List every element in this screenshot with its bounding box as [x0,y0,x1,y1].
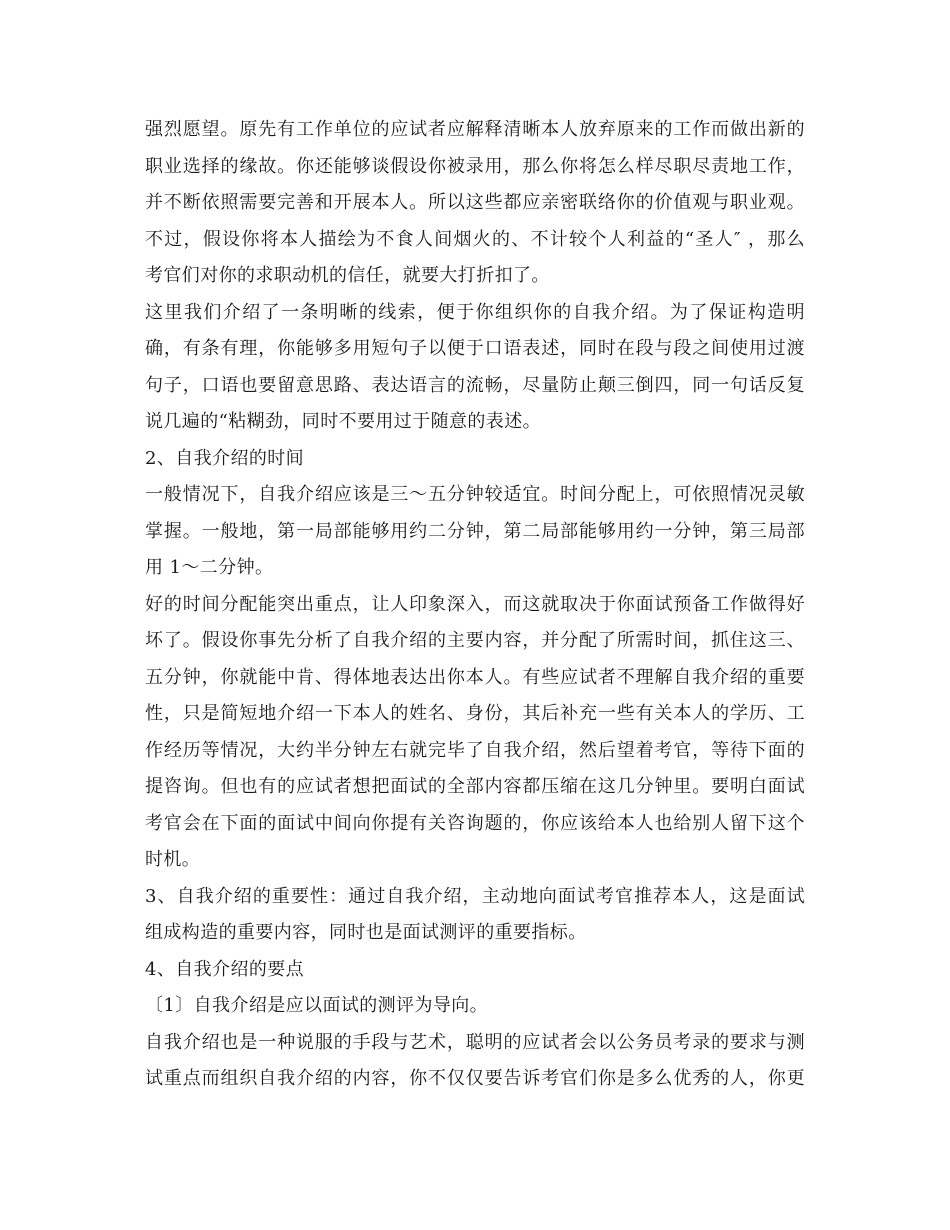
text-line: 用 1～二分钟。 [145,557,274,578]
text-line: 试重点而组织自我介绍的内容，你不仅仅要告诉考官们你是多么优秀的人，你更 [145,1068,805,1089]
text-line: 这里我们介绍了一条明晰的线索，便于你组织你的自我介绍。为了保证构造明 [145,301,805,323]
text-line: 不过，假设你将本人描绘为不食人间烟火的、不计较个人利益的“圣人″ ，那么 [145,228,805,250]
text-line: 好的时间分配能突出重点，让人印象深入，而这就取决于你面试预备工作做得好 [145,593,805,615]
text-line: 并不断依照需要完善和开展本人。所以这些都应亲密联络你的价值观与职业观。 [145,192,805,213]
text-line: 掌握。一般地，第一局部能够用约二分钟，第二局部能够用约一分钟，第三局部 [145,520,805,542]
text-line: 性，只是简短地介绍一下本人的姓名、身份，其后补充一些有关本人的学历、工 [145,703,805,724]
text-line: 职业选择的缘故。你还能够谈假设你被录用，那么你将怎么样尽职尽责地工作， [145,155,805,177]
text-line: 组成构造的重要内容，同时也是面试测评的重要指标。 [145,922,587,943]
text-line: 考官会在下面的面试中间向你提有关咨询题的，你应该给本人也给别人留下这个 [145,812,805,834]
text-line: 考官们对你的求职动机的信任，就要大打折扣了。 [145,265,550,286]
text-line: 确，有条有理，你能够多用短句子以便于口语表述，同时在段与段之间使用过渡 [145,338,805,359]
document-body [145,112,805,1098]
text-line: 自我介绍也是一种说服的手段与艺术，聪明的应试者会以公务员考录的要求与测 [145,1031,805,1053]
text-line: 坏了。假设你事先分析了自我介绍的主要内容，并分配了所需时间，抓住这三、 [145,630,805,651]
text-line: 句子，口语也要留意思路、表达语言的流畅，尽量防止颠三倒四，同一句话反复 [145,374,805,396]
text-line: 一般情况下，自我介绍应该是三～五分钟较适宜。时间分配上，可依照情况灵敏 [145,484,805,505]
text-line: 强烈愿望。原先有工作单位的应试者应解释清晰本人放弃原来的工作而做出新的 [145,119,805,140]
text-line: 2、自我介绍的时间 [145,447,305,469]
text-line: 五分钟，你就能中肯、得体地表达出你本人。有些应试者不理解自我介绍的重要 [145,666,805,688]
text-line: 时机。 [145,849,201,870]
text-line: 说几遍的“粘糊劲，同时不要用过于随意的表述。 [145,411,541,432]
text-line: 4、自我介绍的要点 [145,958,305,980]
text-line: 提咨询。但也有的应试者想把面试的全部内容都压缩在这几分钟里。要明白面试 [145,776,805,797]
text-line: 作经历等情况，大约半分钟左右就完毕了自我介绍，然后望着考官，等待下面的 [145,739,805,761]
text-line: 〔1〕自我介绍是应以面试的测评为导向。 [145,995,489,1016]
text-line: 3、自我介绍的重要性：通过自我介绍，主动地向面试考官推荐本人，这是面试 [145,885,805,907]
